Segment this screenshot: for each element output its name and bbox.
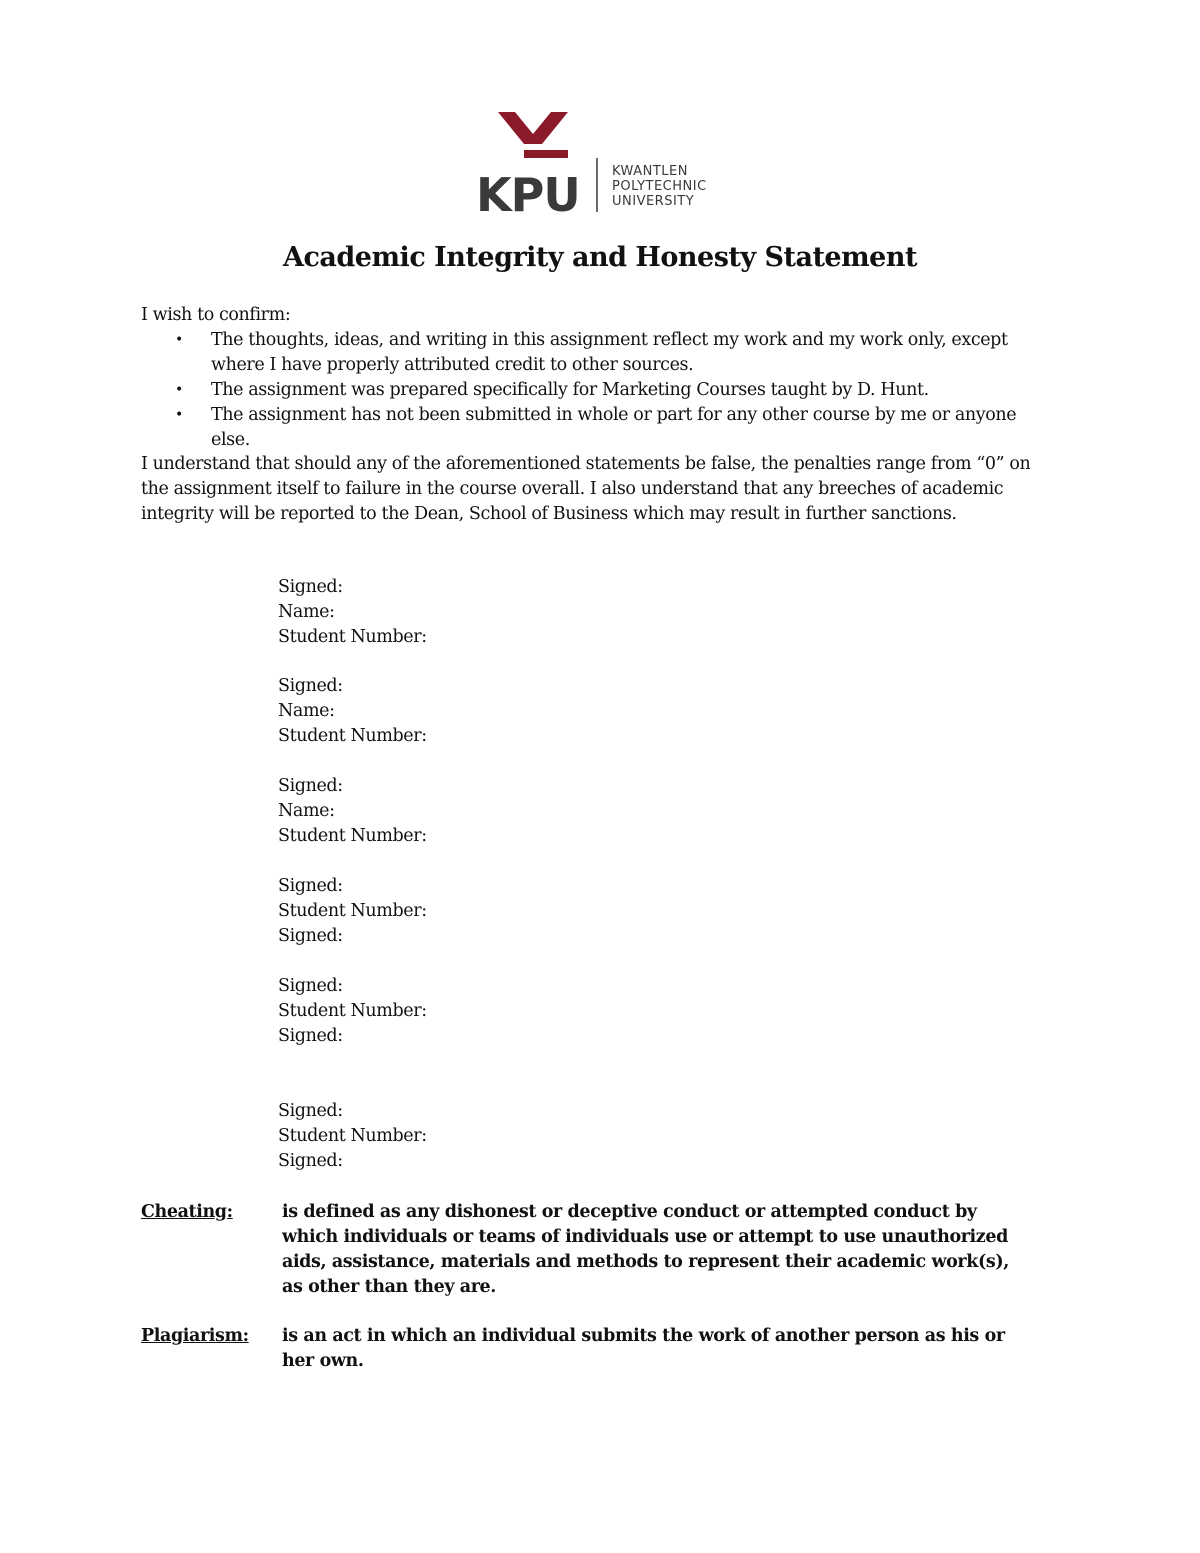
intro-text: I wish to confirm: (141, 305, 291, 325)
signature-line-label: Signed: (278, 1101, 343, 1121)
kpu-logo (476, 112, 726, 222)
signature-block (278, 874, 427, 949)
confirmation-list (141, 328, 1041, 453)
signature-line-label: Signed: (278, 1026, 343, 1046)
definition-text-cheating: is defined as any dishonest or deceptive conduct or attempted conduct by which individuals or teams of individuals use or attempt to use unauthorized aids, assistance, materials and methods to represent their academic work(s), as other than they are. (282, 1202, 1009, 1297)
signature-line-label: Student Number: (278, 627, 427, 647)
list-item (141, 328, 1041, 378)
signature-block (278, 1099, 427, 1174)
signature-block (278, 674, 427, 749)
list-item (141, 378, 1041, 403)
signature-line-label: Signed: (278, 577, 343, 597)
list-item-text: The assignment has not been submitted in whole or part for any other course by me or anyone else. (211, 405, 1017, 450)
logo-word-polytechnic: POLYTECHNIC (612, 179, 707, 194)
definition-term-cheating: Cheating: (141, 1202, 233, 1222)
signature-line-label: Signed: (278, 876, 343, 896)
logo-word-kwantlen: KWANTLEN (612, 164, 688, 179)
signature-line-label: Signed: (278, 676, 343, 696)
signature-block (278, 974, 427, 1049)
bullet-icon: • (175, 382, 183, 398)
kpu-chevron-mark-icon (498, 112, 568, 168)
bullet-icon: • (175, 332, 183, 348)
signature-line-label: Signed: (278, 1151, 343, 1171)
signature-line-label: Signed: (278, 976, 343, 996)
signature-block (278, 575, 427, 650)
signature-line-label: Student Number: (278, 1001, 427, 1021)
signature-line-label: Student Number: (278, 1126, 427, 1146)
signature-line-label: Student Number: (278, 901, 427, 921)
signature-line-label: Name: (278, 602, 335, 622)
logo-divider (596, 158, 598, 212)
list-item (141, 403, 1041, 453)
signature-line-label: Student Number: (278, 726, 427, 746)
list-item-text: The thoughts, ideas, and writing in this assignment reflect my work and my work only, except where I have properly attributed credit to other sources. (211, 330, 1008, 375)
page-title: Academic Integrity and Honesty Statement (283, 242, 917, 273)
definition-text-plagiarism: is an act in which an individual submits the work of another person as his or her own. (282, 1326, 1005, 1371)
signature-line-label: Signed: (278, 776, 343, 796)
understanding-paragraph: I understand that should any of the aforementioned statements be false, the penalties range from “0” on the assignment itself to failure in the course overall. I also understand that any breeches of academic integrity will be reported to the Dean, School of Business which may result in further sanctions. (141, 454, 1031, 524)
definition-term-plagiarism: Plagiarism: (141, 1326, 249, 1346)
logo-word-university: UNIVERSITY (612, 194, 695, 209)
signature-line-label: Student Number: (278, 826, 427, 846)
logo-letters: KPU (476, 168, 580, 222)
bullet-icon: • (175, 407, 183, 423)
signature-line-label: Signed: (278, 926, 343, 946)
signature-line-label: Name: (278, 701, 335, 721)
signature-block (278, 774, 427, 849)
list-item-text: The assignment was prepared specifically for Marketing Courses taught by D. Hunt. (211, 380, 929, 400)
signature-line-label: Name: (278, 801, 335, 821)
